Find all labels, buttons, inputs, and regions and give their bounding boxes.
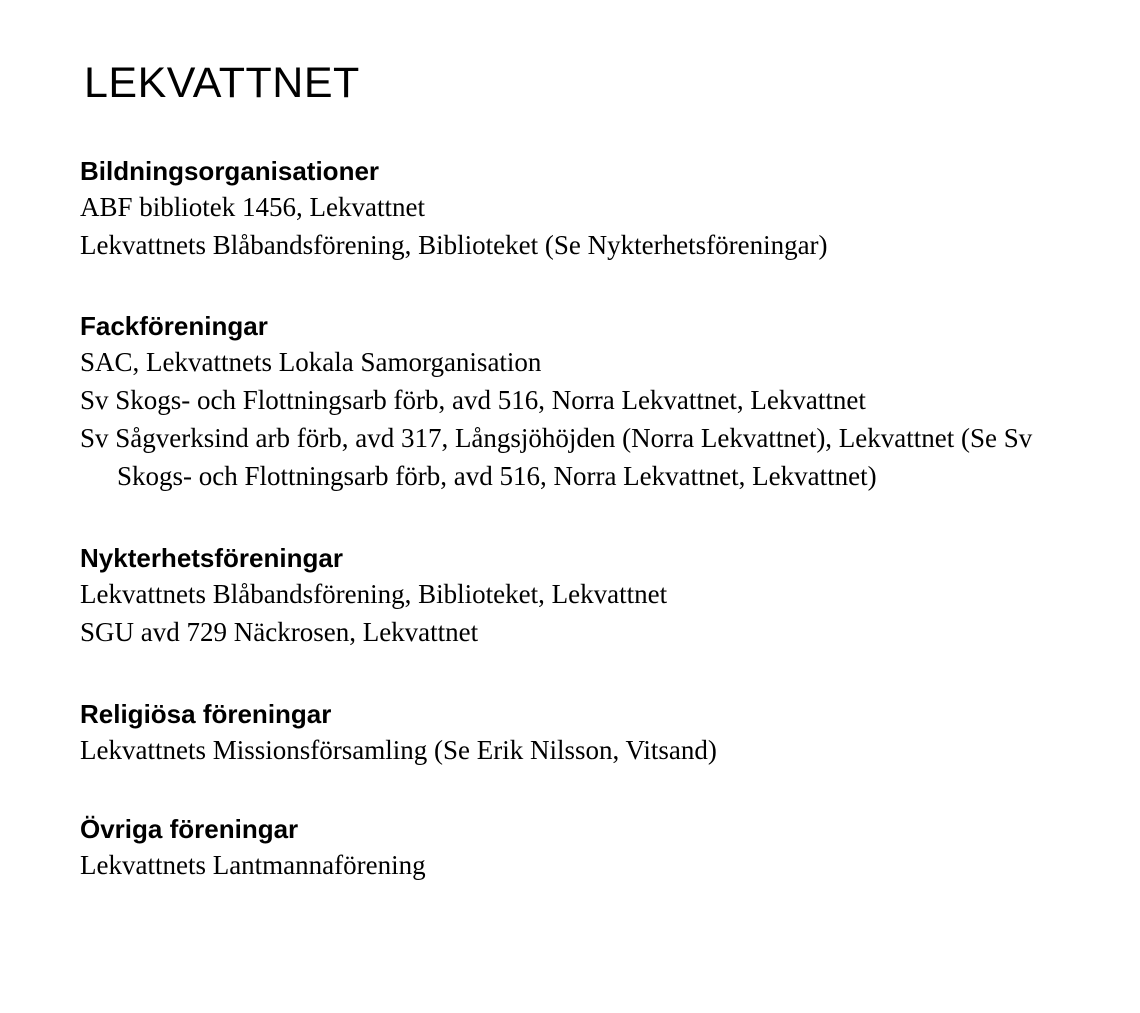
section-heading: Religiösa föreningar — [80, 699, 332, 729]
page-title: LEKVATTNET — [84, 59, 360, 107]
section-ovriga-foreningar — [80, 812, 1140, 884]
section-nykterhetsforeningar — [80, 541, 1140, 651]
list-item: Lekvattnets Missionsförsamling (Se Erik Nilsson, Vitsand) — [80, 735, 717, 765]
list-item: Lekvattnets Lantmannaförening — [80, 850, 426, 880]
section-heading: Övriga föreningar — [80, 814, 299, 844]
section-heading: Nykterhetsföreningar — [80, 543, 343, 573]
section-religiosa-foreningar — [80, 697, 1140, 769]
list-item: SGU avd 729 Näckrosen, Lekvattnet — [80, 617, 479, 647]
list-item: ABF bibliotek 1456, Lekvattnet — [80, 192, 425, 222]
section-heading: Bildningsorganisationer — [80, 156, 380, 186]
section-heading: Fackföreningar — [80, 311, 268, 341]
list-item: Sv Skogs- och Flottningsarb förb, avd 516, Norra Lekvattnet, Lekvattnet — [80, 385, 866, 415]
section-fackforeningar — [80, 309, 1140, 495]
list-item: Lekvattnets Blåbandsförening, Biblioteket, Lekvattnet — [80, 579, 668, 609]
section-bildningsorganisationer — [80, 154, 1140, 264]
list-item: Lekvattnets Blåbandsförening, Biblioteket (Se Nykterhetsföreningar) — [80, 230, 828, 260]
list-item-continuation: Skogs- och Flottningsarb förb, avd 516, Norra Lekvattnet, Lekvattnet) — [117, 461, 877, 491]
list-item: Sv Sågverksind arb förb, avd 317, Långsjöhöjden (Norra Lekvattnet), Lekvattnet (Se Sv — [80, 423, 1033, 453]
list-item: SAC, Lekvattnets Lokala Samorganisation — [80, 347, 542, 377]
